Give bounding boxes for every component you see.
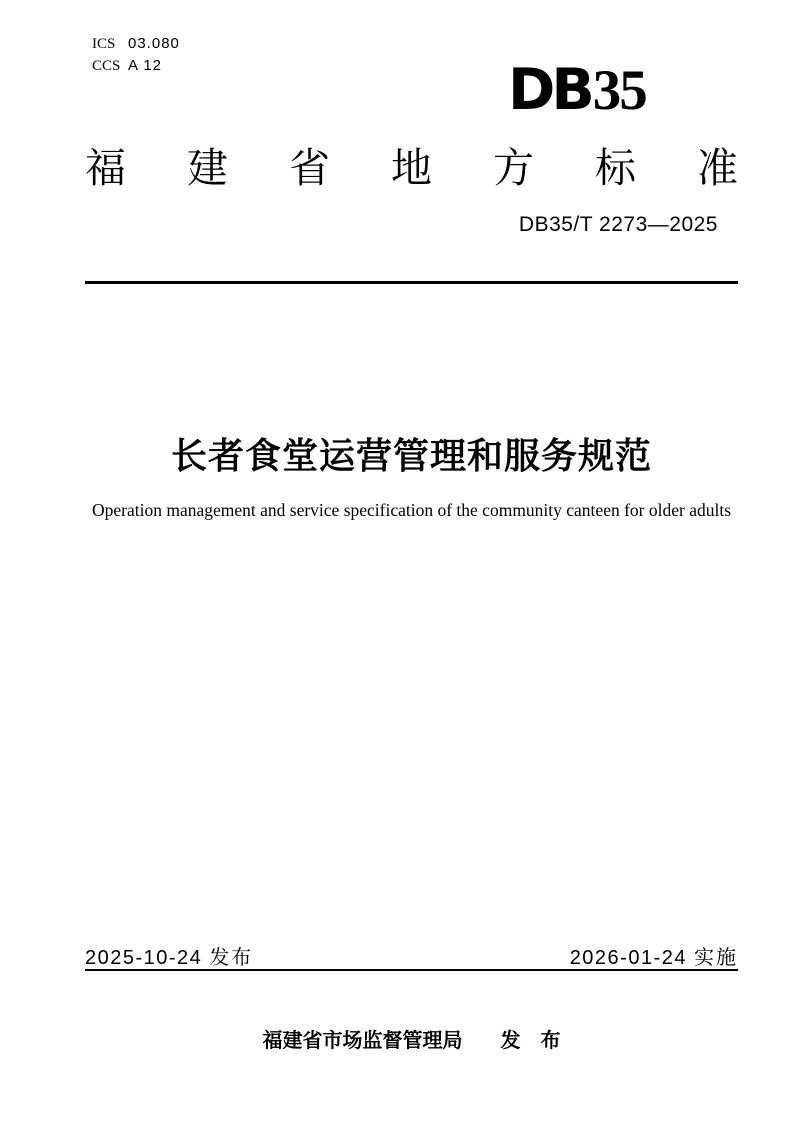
header-divider bbox=[85, 281, 738, 284]
footer-divider bbox=[85, 969, 738, 971]
ics-code bbox=[92, 33, 180, 55]
ics-label: ICS bbox=[92, 36, 116, 52]
db35-logo-prefix: DB bbox=[508, 57, 591, 123]
ccs-value: A 12 bbox=[128, 57, 163, 74]
release-date: 2025-10-24 bbox=[85, 947, 203, 969]
ccs-label: CCS bbox=[92, 58, 121, 74]
implement-date: 2026-01-24 bbox=[569, 947, 687, 969]
release-date-group bbox=[85, 941, 253, 970]
standard-name-char: 福 bbox=[85, 145, 126, 191]
ccs-code bbox=[92, 55, 180, 77]
document-title-en: Operation management and service specification of the community canteen for older adults bbox=[92, 500, 731, 520]
publish-action: 发 布 bbox=[500, 1030, 561, 1052]
document-title-zh: 长者食堂运营管理和服务规范 bbox=[170, 435, 652, 476]
standard-name-char: 省 bbox=[289, 145, 330, 191]
publisher-name: 福建省市场监督管理局 bbox=[262, 1030, 463, 1052]
standard-name-char: 标 bbox=[595, 145, 636, 191]
footer-dates bbox=[85, 941, 738, 970]
publisher-line bbox=[85, 1024, 738, 1053]
db35-logo-number: 35 bbox=[592, 59, 646, 122]
standard-name-char: 方 bbox=[493, 145, 534, 191]
db35-logo bbox=[508, 57, 646, 123]
implement-label: 实施 bbox=[694, 947, 738, 969]
standard-name-banner bbox=[85, 146, 738, 191]
standard-name-char: 建 bbox=[187, 145, 228, 191]
standard-name-char: 地 bbox=[391, 145, 432, 191]
classification-codes bbox=[92, 33, 180, 77]
implement-date-group bbox=[570, 941, 738, 970]
standard-name-char: 准 bbox=[697, 145, 738, 191]
ics-value: 03.080 bbox=[128, 35, 180, 52]
standard-number: DB35/T 2273—2025 bbox=[518, 213, 718, 236]
release-label: 发布 bbox=[209, 947, 254, 969]
